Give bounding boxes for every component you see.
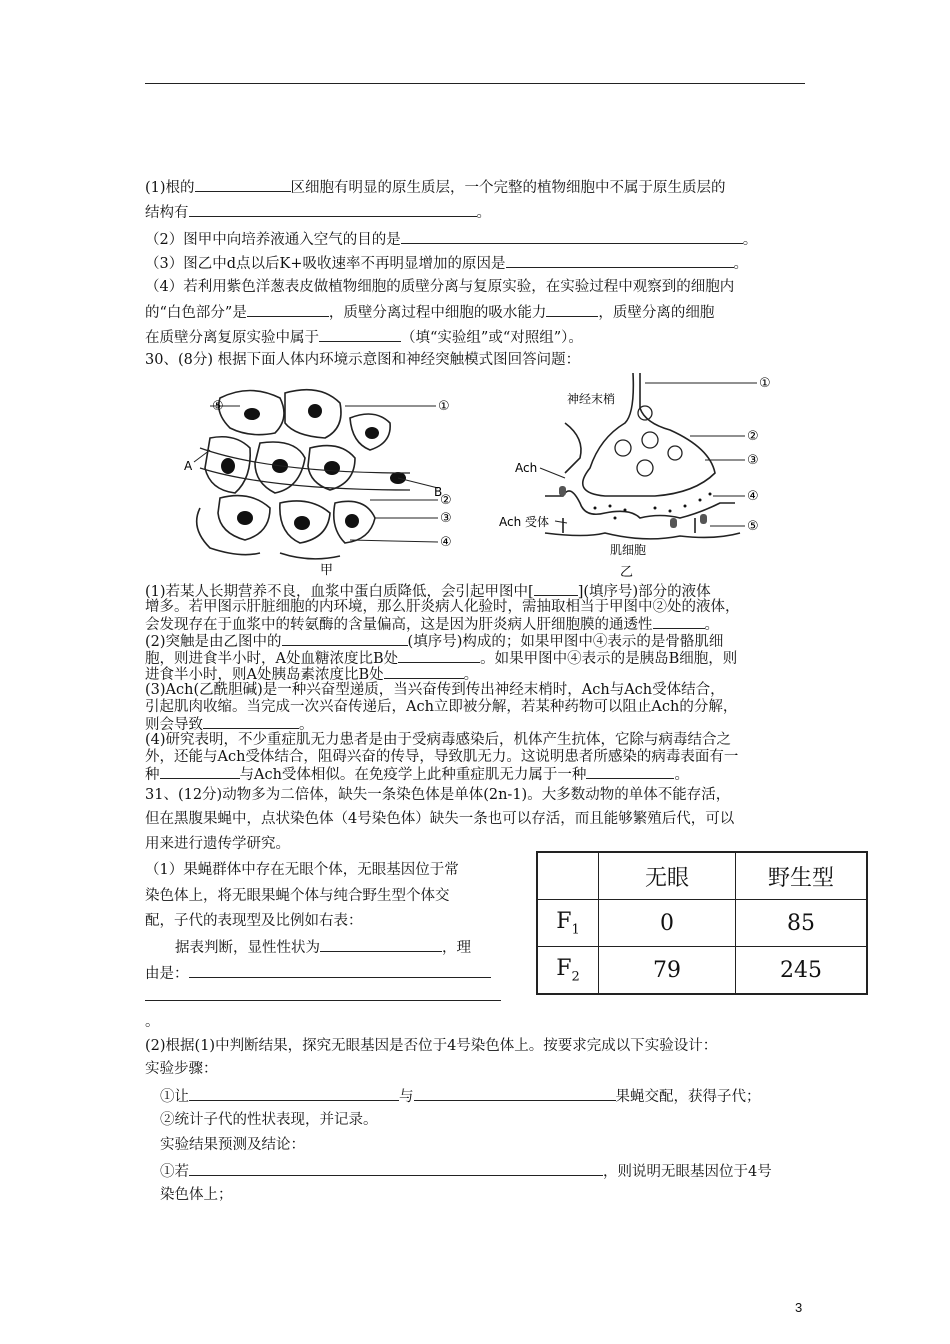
result-table (536, 851, 868, 995)
yi-label-3: ③ (747, 453, 759, 468)
table-header-empty (537, 852, 599, 900)
jia-label-A: A (184, 459, 193, 473)
q29-line5: （4）若利用紫色洋葱表皮做植物细胞的质壁分离与复原实验，在实验过程中观察到的细胞内 (145, 279, 735, 295)
answer-blank[interactable] (319, 326, 401, 342)
q30-p3: 会发现存在于血浆中的转氨酶的含量偏高，这是因为肝炎病人肝细胞膜的通透性 。 (145, 617, 719, 633)
q31-line13: ①让 与 果蝇交配，获得子代； (160, 1085, 761, 1107)
table-cell-yeshengxing: 85 (736, 900, 868, 947)
q29-line1: (1)根的 区细胞有明显的原生质层，一个完整的植物细胞中不属于原生质层的 (145, 176, 726, 198)
answer-blank[interactable] (414, 1085, 616, 1101)
answer-blank[interactable] (195, 176, 291, 192)
yi-label-5: ⑤ (747, 519, 759, 534)
table-header-row (537, 852, 867, 900)
q30-p4: (2)突触是由乙图中的 (填序号)构成的；如果甲图中④表示的是骨骼肌细 (145, 634, 724, 650)
jia-label-3: ③ (440, 511, 452, 526)
answer-blank[interactable] (320, 936, 442, 952)
q29-line4: （3）图乙中d点以后K+吸收速率不再明显增加的原因是 。 (145, 252, 748, 274)
answer-blank[interactable] (189, 962, 491, 978)
q30-p11: 外，还能与Ach受体结合，阻碍兴奋的传导，导致肌无力。这说明患者所感染的病毒表面有一 (145, 749, 739, 765)
answer-blank[interactable] (401, 228, 743, 244)
q29-line3: （2）图甲中向培养液通入空气的目的是 。 (145, 228, 757, 250)
answer-blank[interactable] (189, 1160, 603, 1176)
table-header-yeshengxing: 野生型 (736, 852, 868, 900)
q31-line2: 但在黑腹果蝇中，点状染色体（4号染色体）缺失一条也可以存活，而且能够繁殖后代，可以 (145, 811, 735, 827)
q29-line7: 在质壁分离复原实验中属于 （填“实验组”或“对照组”）。 (145, 326, 583, 348)
yi-label-1: ① (759, 376, 771, 391)
figure-jia (180, 378, 480, 578)
jia-label-1: ① (438, 399, 450, 414)
q31-line10: 。 (145, 1014, 160, 1030)
yi-label-2: ② (747, 429, 759, 444)
q31-line3: 用来进行遗传学研究。 (145, 836, 290, 852)
table-cell-generation: $F_1$ (537, 900, 599, 947)
q31-line14: ②统计子代的性状表现，并记录。 (160, 1112, 378, 1128)
table-cell-wuyan: 0 (599, 900, 736, 947)
page-number: 3 (795, 1300, 803, 1315)
answer-blank[interactable] (506, 252, 734, 268)
yi-label-4: ④ (747, 489, 759, 504)
answer-blank[interactable] (189, 1085, 399, 1101)
q30-p10: (4)研究表明，不少重症肌无力患者是由于受病毒感染后，机体产生抗体，它除与病毒结合之 (145, 732, 732, 748)
q30-p7: (3)Ach(乙酰胆碱)是一种兴奋型递质，当兴奋传到传出神经末梢时，Ach与Ach受体结合， (145, 682, 725, 698)
q31-line11: (2)根据(1)中判断结果，探究无眼基因是否位于4号染色体上。按要求完成以下实验设计： (145, 1038, 718, 1054)
q29-line2: 结构有 。 (145, 201, 491, 223)
answer-blank[interactable] (384, 665, 464, 679)
answer-blank[interactable] (586, 765, 674, 779)
answer-blank[interactable] (203, 715, 299, 729)
q31-line6: 配，子代的表现型及比例如右表： (145, 913, 363, 929)
answer-blank[interactable] (282, 632, 408, 646)
q30-p8: 引起肌肉收缩。当完成一次兴奋传递后，Ach立即被分解，若某种药物可以阻止Ach的分解， (145, 699, 738, 715)
q31-line15: 实验结果预测及结论： (160, 1137, 305, 1153)
q31-line17: 染色体上； (160, 1187, 233, 1203)
q29-line6: 的“白色部分”是 ，质壁分离过程中细胞的吸水能力 ，质壁分离的细胞 (145, 301, 714, 323)
table-row (537, 947, 867, 995)
jia-label-4: ④ (440, 535, 452, 550)
header-rule (145, 83, 805, 84)
yi-label-muscle-cell: 肌细胞 (610, 543, 647, 557)
q31-line7: 据表判断，显性性状为 ，理 (175, 936, 471, 958)
q31-line5: 染色体上，将无眼果蝇个体与纯合野生型个体交 (145, 888, 450, 904)
q31-line9 (145, 985, 501, 1007)
q30-p5: 胞，则进食半小时，A处血糖浓度比B处 。如果甲图中④表示的是胰岛B细胞，则 (145, 651, 738, 667)
q31-line1: 31、(12分)动物多为二倍体，缺失一条染色体是单体(2n-1)。大多数动物的单体不能存活， (145, 787, 731, 803)
q31-line8: 由是： (145, 962, 491, 984)
answer-blank[interactable] (398, 649, 480, 663)
vesicles (615, 406, 682, 476)
yi-label-ach: Ach (515, 461, 538, 475)
table-cell-wuyan: 79 (599, 947, 736, 995)
jia-label-B: B (434, 485, 443, 499)
jia-label-5: ⑤ (212, 399, 224, 414)
table-cell-generation: $F_2$ (537, 947, 599, 995)
q30-p6: 进食半小时，则A处胰岛素浓度比B处 。 (145, 667, 479, 683)
answer-blank[interactable] (189, 201, 477, 217)
answer-blank[interactable] (160, 765, 240, 779)
jia-caption: 甲 (320, 563, 334, 578)
yi-caption: 乙 (620, 565, 634, 580)
answer-blank[interactable] (247, 301, 329, 317)
q30-p2: 增多。若甲图示肝脏细胞的内环境，那么肝炎病人化验时，需抽取相当于甲图中②处的液体， (145, 599, 740, 615)
answer-blank[interactable] (534, 582, 578, 596)
q31-line16: ①若 ，则说明无眼基因位于4号 (160, 1160, 772, 1182)
table-header-wuyan: 无眼 (599, 852, 736, 900)
answer-blank[interactable] (546, 301, 598, 317)
q31-line12: 实验步骤： (145, 1061, 218, 1077)
answer-blank[interactable] (145, 985, 501, 1001)
yi-label-ach-receptor: Ach 受体 (499, 515, 550, 529)
figure-yi (495, 368, 785, 580)
q30-p12: 种 与Ach受体相似。在免疫学上此种重症肌无力属于一种 。 (145, 767, 689, 783)
yi-label-nerve-ending: 神经末梢 (567, 392, 616, 406)
q30-p9: 则会导致 。 (145, 717, 314, 733)
jia-label-2: ② (440, 493, 452, 508)
table-row (537, 900, 867, 947)
answer-blank[interactable] (653, 615, 705, 629)
q31-line4: （1）果蝇群体中存在无眼个体，无眼基因位于常 (145, 862, 459, 878)
q30-p1: (1)若某人长期营养不良，血浆中蛋白质降低，会引起甲图中[ ](填序号)部分的液体 (145, 584, 711, 600)
table-cell-yeshengxing: 245 (736, 947, 868, 995)
q30-title: 30、(8分) 根据下面人体内环境示意图和神经突触模式图回答问题： (145, 352, 581, 368)
